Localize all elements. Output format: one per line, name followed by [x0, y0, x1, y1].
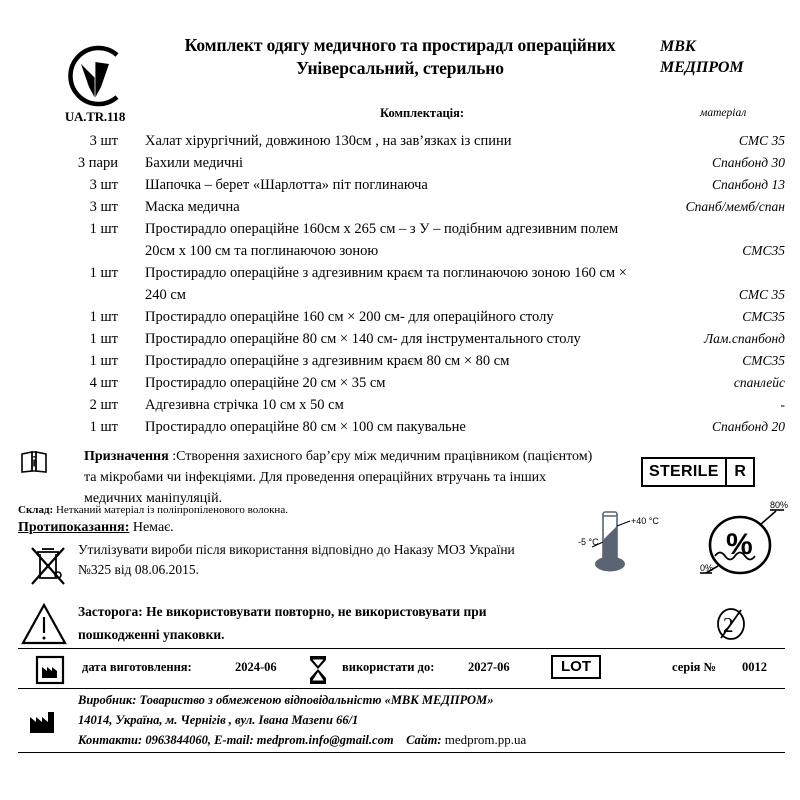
contraindications-line [18, 519, 174, 537]
item-material: спанлейс [733, 375, 785, 390]
site-value: medprom.pp.ua [444, 732, 527, 747]
product-title [150, 34, 650, 80]
item-quantity: 3 шт [89, 133, 118, 149]
manufacturer-label: Виробник: [78, 693, 137, 707]
item-material: Спанб/мемб/спан [685, 199, 785, 214]
contraindications-value: Немає. [129, 520, 174, 535]
item-material: СМС35 [742, 353, 785, 368]
humidity-limit-icon [700, 498, 792, 585]
item-quantity: 4 шт [89, 375, 118, 391]
item-material: СМС35 [742, 309, 785, 324]
contacts-label: Контакти: [78, 733, 143, 747]
table-row [0, 372, 800, 394]
consult-instructions-icon [20, 450, 48, 479]
contraindications-label: Протипоказання: [18, 520, 130, 535]
item-description: Адгезивна стрічка 10 см х 50 см [145, 397, 344, 413]
serial-label: серія № [672, 660, 717, 674]
item-quantity: 1 шт [89, 265, 118, 281]
use-by-value: 2027-06 [468, 660, 510, 674]
date-bar [0, 651, 800, 687]
item-description: Маска медична [145, 199, 240, 215]
item-quantity: 1 шт [89, 353, 118, 369]
column-header-material: матеріал [700, 107, 747, 119]
item-quantity: 1 шт [89, 221, 118, 237]
temperature-limit-icon [578, 500, 670, 583]
manufacture-date-label: дата виготовлення: [82, 660, 192, 674]
product-title-line-2: Універсальний, стерильно [296, 58, 504, 78]
item-description: Бахили медичні [145, 155, 244, 171]
table-row [0, 174, 800, 196]
product-title-line-1: Комплект одягу медичного та простирадл операційних [184, 35, 616, 55]
caution-label: Засторога: [78, 604, 143, 619]
noreuse-digit: 2 [723, 613, 734, 637]
site-label: Сайт: [406, 733, 442, 747]
item-quantity: 2 шт [89, 397, 118, 413]
item-quantity: 1 шт [89, 331, 118, 347]
item-quantity: 3 пари [77, 155, 118, 171]
item-material: Спанбонд 30 [712, 155, 785, 170]
serial-value: 0012 [742, 660, 767, 674]
item-quantity: 3 шт [89, 199, 118, 215]
certification-code: UA.TR.118 [64, 109, 126, 124]
table-row [0, 394, 800, 416]
item-material: - [780, 397, 785, 412]
item-material: Лам.спанбонд [704, 331, 785, 346]
table-row [0, 328, 800, 350]
lot-badge: LOT [551, 655, 601, 679]
temp-high-value: +40 °C [631, 516, 659, 526]
purpose-label: Призначення [84, 449, 169, 464]
humidity-percent-symbol: % [726, 528, 753, 561]
certification-mark [55, 42, 135, 130]
table-row [0, 416, 800, 438]
table-row [0, 218, 800, 262]
table-row [0, 152, 800, 174]
item-material: Спанбонд 13 [712, 177, 785, 192]
item-description: Простирадло операційне 80 см × 100 см пакувальне [145, 419, 466, 435]
item-material: СМС 35 [738, 133, 785, 148]
item-description: Шапочка – берет «Шарлотта» піт поглинаюча [145, 177, 428, 193]
caution-body: Не використовувати повторно, не використовувати при пошкодженні упаковки. [78, 604, 487, 642]
use-by-label: використати до: [342, 660, 435, 674]
brand-line-2: МЕДПРОМ [660, 59, 744, 76]
humidity-low-value: 0% [700, 563, 714, 573]
table-row [0, 130, 800, 152]
item-quantity: 1 шт [89, 309, 118, 325]
item-material: СМС35 [742, 243, 785, 258]
item-description: Простирадло операційне з адгезивним краєм та поглинаючою зоною 160 см × 240 см [145, 265, 627, 303]
sterile-label: STERILE [649, 463, 719, 480]
column-header-contents: Комплектація: [380, 106, 465, 120]
use-by-icon [305, 653, 331, 692]
manufacturer-icon [27, 706, 61, 741]
contacts-line [78, 730, 778, 750]
table-row [0, 196, 800, 218]
temp-low-value: -5 °C [578, 537, 599, 547]
table-row [0, 306, 800, 328]
table-row [0, 350, 800, 372]
item-quantity: 1 шт [89, 419, 118, 435]
item-description: Халат хірургічний, довжиною 130см , на зав’язках із спини [145, 133, 512, 149]
item-description: Простирадло операційне 20 см × 35 см [145, 375, 386, 391]
brand-name [660, 36, 790, 78]
divider-above-datebar [18, 648, 785, 649]
purpose-text [84, 446, 604, 509]
contents-table [0, 130, 800, 438]
footer-text [78, 690, 778, 750]
brand-line-1: МВК [660, 38, 696, 55]
manufacture-date-icon [33, 654, 67, 691]
divider-below-datebar [18, 688, 785, 689]
item-description: Простирадло операційне 160 см × 200 см- для операційного столу [145, 309, 554, 325]
do-not-reuse-icon [714, 604, 748, 649]
composition-line [18, 503, 288, 517]
manufacturer-line [78, 690, 778, 710]
item-quantity: 3 шт [89, 177, 118, 193]
warning-triangle-icon [20, 602, 68, 651]
composition-value: Нетканий матеріал із поліпропіленового волокна. [53, 504, 288, 516]
item-description: Простирадло операційне з адгезивним краєм 80 см × 80 см [145, 353, 510, 369]
purpose-body: :Створення захисного бар’єру між медичним працівником (пацієнтом) та мікробами чи інфекціями. Для проведення операційних втручань та інших медичних маніпуляцій. [84, 449, 593, 506]
sterile-mode: R [734, 463, 746, 480]
contacts-value: 0963844060, E-mail: medprom.info@gmail.com [142, 733, 394, 747]
humidity-high-value: 80% [770, 500, 789, 510]
sterile-badge [641, 457, 755, 487]
item-material: Спанбонд 20 [712, 419, 785, 434]
ukraine-conformity-mark-icon [61, 42, 129, 110]
item-description: Простирадло операційне 160см х 265 см – з У – подібним адгезивним полем 20см х 100 см та поглинаючою зоною [145, 221, 619, 259]
item-description: Простирадло операційне 80 см × 140 см- для інструментального столу [145, 331, 581, 347]
item-material: СМС 35 [738, 287, 785, 302]
manufacturer-address: 14014, Україна, м. Чернігів , вул. Івана Мазепи 66/1 [78, 713, 359, 727]
manufacturer-value: Товариство з обмеженою відповідальністю «МВК МЕДПРОМ» [136, 693, 494, 707]
caution-text [78, 600, 558, 646]
disposal-text: Утилізувати вироби після використання відповідно до Наказу МОЗ України №325 від 08.06.2015. [78, 542, 515, 577]
table-row [0, 262, 800, 306]
composition-label: Склад: [18, 504, 54, 516]
manufacture-date-value: 2024-06 [235, 660, 277, 674]
divider-bottom [18, 752, 785, 753]
do-not-dispose-icon [28, 544, 68, 593]
